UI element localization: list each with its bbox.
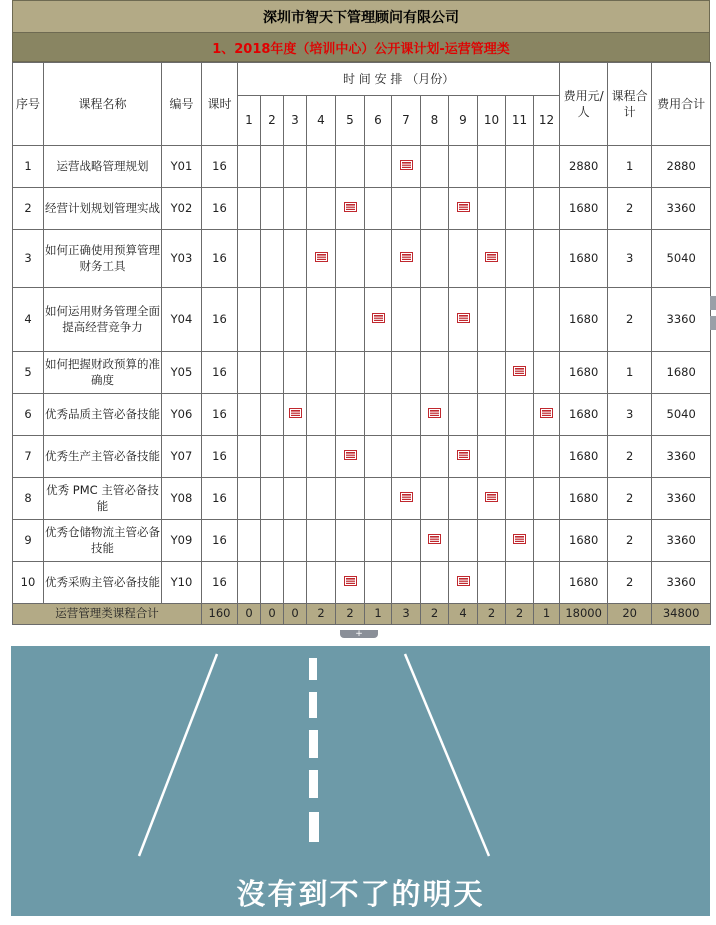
month-cell-7 <box>392 562 421 604</box>
month-cell-5 <box>336 478 365 520</box>
total-month-8: 2 <box>421 604 449 625</box>
calendar-mark-icon <box>372 313 385 323</box>
month-cell-12 <box>534 146 560 188</box>
month-cell-3 <box>284 230 307 288</box>
fee-cell: 1680 <box>560 288 608 352</box>
total-fee-cell: 2880 <box>652 146 711 188</box>
calendar-mark-icon <box>428 408 441 418</box>
total-fee-per-person: 18000 <box>560 604 608 625</box>
code-cell: Y06 <box>162 394 202 436</box>
table-row <box>13 562 711 604</box>
table-row <box>13 352 711 394</box>
month-cell-12 <box>534 562 560 604</box>
month-cell-4 <box>307 478 336 520</box>
total-month-10: 2 <box>478 604 506 625</box>
month-cell-2 <box>261 478 284 520</box>
month-cell-6 <box>365 188 392 230</box>
calendar-mark-icon <box>513 534 526 544</box>
scroll-handle-upper[interactable] <box>710 296 716 310</box>
course-count-cell: 2 <box>608 562 652 604</box>
calendar-mark-icon <box>289 408 302 418</box>
month-cell-3 <box>284 288 307 352</box>
fee-header: 费用元/人 <box>560 63 608 146</box>
month-cell-10 <box>478 288 506 352</box>
table-row <box>13 520 711 562</box>
month-cell-2 <box>261 188 284 230</box>
month-cell-1 <box>238 188 261 230</box>
month-cell-12 <box>534 394 560 436</box>
course-name-header: 课程名称 <box>44 63 162 146</box>
code-cell: Y05 <box>162 352 202 394</box>
month-cell-6 <box>365 478 392 520</box>
total-month-4: 2 <box>307 604 336 625</box>
seq-cell: 3 <box>13 230 44 288</box>
code-cell: Y10 <box>162 562 202 604</box>
total-fee-cell: 3360 <box>652 436 711 478</box>
month-cell-9 <box>449 288 478 352</box>
month-cell-12 <box>534 520 560 562</box>
month-cell-5 <box>336 520 365 562</box>
total-label: 运营管理类课程合计 <box>13 604 202 625</box>
month-cell-6 <box>365 146 392 188</box>
month-cell-7 <box>392 520 421 562</box>
calendar-mark-icon <box>513 366 526 376</box>
month-cell-11 <box>506 230 534 288</box>
month-header-5: 5 <box>336 96 365 146</box>
month-cell-4 <box>307 436 336 478</box>
fee-cell: 1680 <box>560 188 608 230</box>
month-cell-8 <box>421 288 449 352</box>
grand-total-fee: 34800 <box>652 604 711 625</box>
hours-cell: 16 <box>202 352 238 394</box>
month-cell-12 <box>534 288 560 352</box>
month-cell-11 <box>506 352 534 394</box>
course-count-cell: 3 <box>608 394 652 436</box>
month-cell-9 <box>449 520 478 562</box>
calendar-mark-icon <box>485 492 498 502</box>
total-month-2: 0 <box>261 604 284 625</box>
month-cell-1 <box>238 146 261 188</box>
header-row <box>13 63 711 96</box>
month-header-3: 3 <box>284 96 307 146</box>
month-cell-10 <box>478 394 506 436</box>
month-cell-1 <box>238 352 261 394</box>
seq-header: 序号 <box>13 63 44 146</box>
total-month-9: 4 <box>449 604 478 625</box>
course-name-cell: 优秀生产主管必备技能 <box>44 436 162 478</box>
month-cell-9 <box>449 478 478 520</box>
hours-cell: 16 <box>202 146 238 188</box>
total-fee-cell: 5040 <box>652 394 711 436</box>
course-name-cell: 如何把握财政预算的准确度 <box>44 352 162 394</box>
month-cell-2 <box>261 230 284 288</box>
month-cell-11 <box>506 436 534 478</box>
spreadsheet-sheet <box>12 0 710 625</box>
month-cell-11 <box>506 146 534 188</box>
calendar-mark-icon <box>428 534 441 544</box>
calendar-mark-icon <box>457 313 470 323</box>
month-cell-7 <box>392 352 421 394</box>
month-cell-6 <box>365 230 392 288</box>
month-cell-4 <box>307 230 336 288</box>
month-cell-5 <box>336 436 365 478</box>
seq-cell: 4 <box>13 288 44 352</box>
hours-cell: 16 <box>202 436 238 478</box>
month-cell-9 <box>449 188 478 230</box>
month-cell-3 <box>284 188 307 230</box>
seq-cell: 9 <box>13 520 44 562</box>
calendar-mark-icon <box>400 492 413 502</box>
month-header-6: 6 <box>365 96 392 146</box>
course-count-cell: 1 <box>608 352 652 394</box>
month-cell-8 <box>421 230 449 288</box>
total-fee-cell: 5040 <box>652 230 711 288</box>
month-cell-6 <box>365 394 392 436</box>
month-cell-4 <box>307 352 336 394</box>
month-cell-4 <box>307 146 336 188</box>
road-right-edge <box>405 654 489 856</box>
month-cell-1 <box>238 520 261 562</box>
hours-cell: 16 <box>202 478 238 520</box>
month-cell-4 <box>307 288 336 352</box>
month-cell-12 <box>534 188 560 230</box>
month-cell-10 <box>478 562 506 604</box>
month-cell-10 <box>478 188 506 230</box>
month-header-7: 7 <box>392 96 421 146</box>
total-month-3: 0 <box>284 604 307 625</box>
month-cell-6 <box>365 352 392 394</box>
month-cell-2 <box>261 288 284 352</box>
month-cell-2 <box>261 352 284 394</box>
course-count-cell: 2 <box>608 520 652 562</box>
month-cell-11 <box>506 520 534 562</box>
month-cell-5 <box>336 188 365 230</box>
month-cell-7 <box>392 288 421 352</box>
month-cell-6 <box>365 288 392 352</box>
month-cell-8 <box>421 352 449 394</box>
hours-cell: 16 <box>202 394 238 436</box>
fee-cell: 2880 <box>560 146 608 188</box>
calendar-mark-icon <box>457 450 470 460</box>
fee-cell: 1680 <box>560 562 608 604</box>
course-name-cell: 运营战略管理规划 <box>44 146 162 188</box>
code-cell: Y07 <box>162 436 202 478</box>
code-cell: Y02 <box>162 188 202 230</box>
month-cell-12 <box>534 352 560 394</box>
month-cell-7 <box>392 146 421 188</box>
total-fee-cell: 3360 <box>652 562 711 604</box>
month-cell-2 <box>261 436 284 478</box>
month-cell-6 <box>365 562 392 604</box>
month-cell-5 <box>336 394 365 436</box>
total-fee-cell: 3360 <box>652 188 711 230</box>
month-cell-7 <box>392 188 421 230</box>
month-cell-10 <box>478 146 506 188</box>
month-header-11: 11 <box>506 96 534 146</box>
row-group-expander[interactable]: + <box>340 630 378 638</box>
course-count-header: 课程合计 <box>608 63 652 146</box>
month-cell-1 <box>238 478 261 520</box>
course-name-cell: 如何正确使用预算管理财务工具 <box>44 230 162 288</box>
month-cell-1 <box>238 436 261 478</box>
month-header-4: 4 <box>307 96 336 146</box>
month-cell-9 <box>449 352 478 394</box>
seq-cell: 6 <box>13 394 44 436</box>
month-cell-4 <box>307 394 336 436</box>
month-cell-8 <box>421 436 449 478</box>
hours-cell: 16 <box>202 562 238 604</box>
month-cell-3 <box>284 352 307 394</box>
calendar-mark-icon <box>457 202 470 212</box>
code-cell: Y01 <box>162 146 202 188</box>
month-cell-1 <box>238 562 261 604</box>
calendar-mark-icon <box>315 252 328 262</box>
month-cell-6 <box>365 436 392 478</box>
month-cell-12 <box>534 478 560 520</box>
month-cell-4 <box>307 188 336 230</box>
hours-cell: 16 <box>202 288 238 352</box>
motivational-banner <box>11 646 710 916</box>
seq-cell: 5 <box>13 352 44 394</box>
total-month-5: 2 <box>336 604 365 625</box>
total-month-11: 2 <box>506 604 534 625</box>
table-row <box>13 188 711 230</box>
month-cell-3 <box>284 520 307 562</box>
month-cell-10 <box>478 478 506 520</box>
course-name-cell: 经营计划规划管理实战 <box>44 188 162 230</box>
month-cell-2 <box>261 146 284 188</box>
month-cell-10 <box>478 436 506 478</box>
month-header-1: 1 <box>238 96 261 146</box>
company-title: 深圳市智天下管理顾问有限公司 <box>12 0 710 32</box>
month-cell-9 <box>449 436 478 478</box>
course-name-cell: 优秀品质主管必备技能 <box>44 394 162 436</box>
month-cell-2 <box>261 394 284 436</box>
month-cell-8 <box>421 520 449 562</box>
course-count-cell: 2 <box>608 478 652 520</box>
fee-cell: 1680 <box>560 352 608 394</box>
month-cell-8 <box>421 146 449 188</box>
month-cell-5 <box>336 352 365 394</box>
month-cell-3 <box>284 146 307 188</box>
code-cell: Y08 <box>162 478 202 520</box>
fee-cell: 1680 <box>560 478 608 520</box>
month-cell-1 <box>238 394 261 436</box>
course-count-cell: 2 <box>608 436 652 478</box>
course-count-cell: 2 <box>608 288 652 352</box>
calendar-mark-icon <box>457 576 470 586</box>
month-header-12: 12 <box>534 96 560 146</box>
total-fee-header: 费用合计 <box>652 63 711 146</box>
course-schedule-table <box>12 62 711 625</box>
calendar-mark-icon <box>344 576 357 586</box>
total-month-6: 1 <box>365 604 392 625</box>
month-cell-7 <box>392 478 421 520</box>
month-cell-1 <box>238 230 261 288</box>
total-month-12: 1 <box>534 604 560 625</box>
slogan-text: 沒有到不了的明天 <box>236 877 485 911</box>
month-cell-6 <box>365 520 392 562</box>
month-cell-9 <box>449 230 478 288</box>
table-row <box>13 288 711 352</box>
hours-header: 课时 <box>202 63 238 146</box>
month-cell-10 <box>478 230 506 288</box>
month-cell-5 <box>336 146 365 188</box>
seq-cell: 10 <box>13 562 44 604</box>
table-row <box>13 436 711 478</box>
month-cell-12 <box>534 436 560 478</box>
code-header: 编号 <box>162 63 202 146</box>
month-cell-3 <box>284 478 307 520</box>
seq-cell: 7 <box>13 436 44 478</box>
month-cell-2 <box>261 562 284 604</box>
month-cell-8 <box>421 562 449 604</box>
total-month-7: 3 <box>392 604 421 625</box>
total-fee-cell: 3360 <box>652 288 711 352</box>
month-cell-3 <box>284 436 307 478</box>
table-row <box>13 146 711 188</box>
total-course-count: 20 <box>608 604 652 625</box>
hours-cell: 16 <box>202 230 238 288</box>
month-cell-10 <box>478 520 506 562</box>
month-header-8: 8 <box>421 96 449 146</box>
hours-cell: 16 <box>202 520 238 562</box>
month-cell-11 <box>506 478 534 520</box>
total-hours: 160 <box>202 604 238 625</box>
month-cell-2 <box>261 520 284 562</box>
total-fee-cell: 3360 <box>652 478 711 520</box>
course-count-cell: 2 <box>608 188 652 230</box>
code-cell: Y03 <box>162 230 202 288</box>
table-row <box>13 394 711 436</box>
month-cell-7 <box>392 394 421 436</box>
table-row <box>13 230 711 288</box>
road-left-edge <box>139 654 217 856</box>
code-cell: Y09 <box>162 520 202 562</box>
fee-cell: 1680 <box>560 520 608 562</box>
month-cell-8 <box>421 394 449 436</box>
month-cell-8 <box>421 478 449 520</box>
hours-cell: 16 <box>202 188 238 230</box>
month-cell-5 <box>336 562 365 604</box>
fee-cell: 1680 <box>560 230 608 288</box>
month-cell-11 <box>506 562 534 604</box>
course-count-cell: 1 <box>608 146 652 188</box>
month-header-2: 2 <box>261 96 284 146</box>
calendar-mark-icon <box>540 408 553 418</box>
month-cell-7 <box>392 436 421 478</box>
total-row <box>13 604 711 625</box>
course-name-cell: 优秀仓储物流主管必备技能 <box>44 520 162 562</box>
month-cell-8 <box>421 188 449 230</box>
calendar-mark-icon <box>485 252 498 262</box>
month-cell-5 <box>336 230 365 288</box>
seq-cell: 8 <box>13 478 44 520</box>
month-cell-5 <box>336 288 365 352</box>
month-cell-3 <box>284 562 307 604</box>
calendar-mark-icon <box>400 252 413 262</box>
month-header-10: 10 <box>478 96 506 146</box>
calendar-mark-icon <box>400 160 413 170</box>
month-cell-4 <box>307 562 336 604</box>
month-cell-11 <box>506 288 534 352</box>
month-cell-3 <box>284 394 307 436</box>
fee-cell: 1680 <box>560 436 608 478</box>
month-cell-12 <box>534 230 560 288</box>
code-cell: Y04 <box>162 288 202 352</box>
total-fee-cell: 3360 <box>652 520 711 562</box>
month-cell-10 <box>478 352 506 394</box>
schedule-header: 时 间 安 排 （月份） <box>238 63 560 96</box>
fee-cell: 1680 <box>560 394 608 436</box>
scroll-handle-lower[interactable] <box>710 316 716 330</box>
calendar-mark-icon <box>344 450 357 460</box>
seq-cell: 1 <box>13 146 44 188</box>
total-fee-cell: 1680 <box>652 352 711 394</box>
month-cell-11 <box>506 188 534 230</box>
course-count-cell: 3 <box>608 230 652 288</box>
calendar-mark-icon <box>344 202 357 212</box>
plan-subtitle: 1、2018年度（培训中心）公开课计划-运营管理类 <box>12 32 710 62</box>
month-header-9: 9 <box>449 96 478 146</box>
course-name-cell: 优秀 PMC 主管必备技能 <box>44 478 162 520</box>
seq-cell: 2 <box>13 188 44 230</box>
month-cell-1 <box>238 288 261 352</box>
course-name-cell: 如何运用财务管理全面提高经营竞争力 <box>44 288 162 352</box>
month-cell-9 <box>449 146 478 188</box>
course-name-cell: 优秀采购主管必备技能 <box>44 562 162 604</box>
month-cell-11 <box>506 394 534 436</box>
month-cell-4 <box>307 520 336 562</box>
month-cell-9 <box>449 562 478 604</box>
month-cell-7 <box>392 230 421 288</box>
total-month-1: 0 <box>238 604 261 625</box>
table-row <box>13 478 711 520</box>
road-center-dashes <box>309 658 319 842</box>
month-cell-9 <box>449 394 478 436</box>
